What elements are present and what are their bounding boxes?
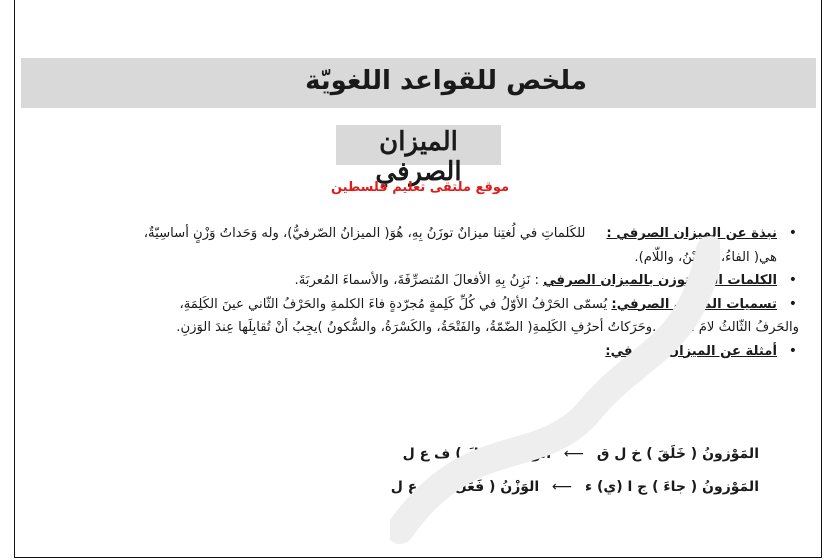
item-heading: الكلمات التي توزن بالميزان الصرفي bbox=[543, 273, 777, 288]
example-pattern: الوَزْنُ ( فَعَلَ ) ف ع ل bbox=[402, 446, 552, 462]
item-text: يُسمّى الحَرْفُ الأوّلُ في كُلِّ كَلِمةٍ مُجرّدةٍ فاءَ الكلمةِ والحَرْفُ الثّاني عينَ الكَلِمَةِ، bbox=[179, 296, 608, 312]
arrow-icon: ⟵ bbox=[563, 446, 584, 462]
list-item bbox=[24, 222, 799, 269]
item-text: : نَزِنُ بِهِ الأفعالَ المُتصرِّفَةَ، والأسماءَ المُعربَةَ. bbox=[294, 273, 539, 288]
item-heading: تسميات الميزان الصرفي: bbox=[611, 296, 777, 312]
item-text-continued: هي( الفاءُ، والعَيْنُ، واللّام). bbox=[634, 249, 777, 265]
site-name: موقع ملتقى تعليم فلسطين bbox=[330, 180, 510, 195]
list-item bbox=[24, 293, 799, 340]
example-row bbox=[391, 479, 759, 495]
item-text-continued: والحَرفُ الثّالثُ لامَ الكَلِمَةِ .وحَرَكاتُ أحرُفِ الكَلِمةِ( الضّمّةُ، والفَتْحَةُ، والكَسْرَةُ، والسُّكونُ )يجِبُ أنْ تُقابِلَها عِندَ الوَزنِ. bbox=[176, 320, 799, 335]
list-item bbox=[24, 340, 799, 364]
example-pattern: الوَزْنُ ( فَعَلَ ) ف ع ل bbox=[390, 479, 540, 495]
bullet-list bbox=[24, 222, 799, 363]
arrow-icon: ⟵ bbox=[552, 479, 573, 495]
item-text: للكَلماتِ في لُغتِنا ميزانٌ توزَنُ بِهِ، هُوَ( الميزانُ الصّرفيُّ)، وله وَحَداتُ وَزْنٍ أساسِيّةٌ، bbox=[143, 226, 586, 241]
example-word: المَوْزونُ ( خَلَقَ ) خ ل ق bbox=[596, 446, 759, 462]
example-row bbox=[403, 446, 759, 462]
list-item bbox=[24, 269, 799, 293]
item-heading: أمثلة عن الميزان الصرفي: bbox=[605, 343, 777, 359]
page-subtitle: الميزان الصرفي bbox=[375, 127, 462, 187]
item-heading: نبذة عن الميزان الصرفي : bbox=[606, 226, 777, 241]
page-title: ملخص للقواعد اللغويّة bbox=[305, 66, 587, 96]
example-word: المَوْزونُ ( جاءَ ) ج ا (ي) ء bbox=[584, 479, 759, 495]
